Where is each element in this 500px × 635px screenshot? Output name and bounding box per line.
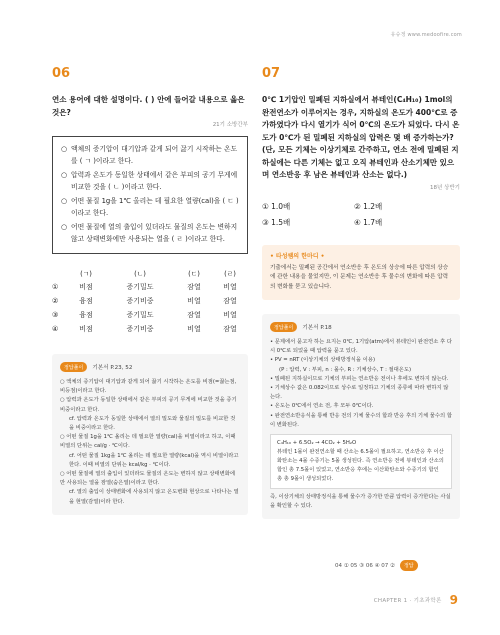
- reaction-explanation: 뷰테인 1몰이 완전연소할 때 산소는 6.5몰이 필요하고, 연소반응 후 이산화탄소는 4몰 수증기는 5몰 생성된다. 즉 연소반응 전에 뷰테인과 산소의 합인 총 7.5몰이 있었고, 연소반응 후에는 이산화탄소와 수증기의 합인 총 총 9몰이 생성되었다.: [277, 449, 444, 483]
- question-07-choices: [262, 199, 460, 231]
- solution-line: ○ 압력과 온도가 동일한 상태에서 같은 부피의 공기 무게에 비교한 것을 증기비중이라고 한다.: [60, 397, 237, 413]
- solution-line: ○ 어떤 물질 1g을 1℃ 올리는 데 필요한 열량(cal)을 비열이라고 하고, 이때 비열의 단위는 cal/g · ℃이다.: [60, 434, 236, 450]
- question-06-source: 21기 소방간부: [212, 122, 248, 128]
- question-07-number: 07: [262, 66, 281, 81]
- teacher-note-text: 기출에서는 밀폐된 공간에서 연소반응 후 온도의 상승에 따른 압력의 상승에 관한 내용을 물었지만, 이 문제는 연소반응 후 물수의 변화에 따른 압력의 변화를 묻고 있습니다.: [270, 264, 449, 290]
- solution-line: ○ 어떤 물질에 열의 출입이 있더라도 물질의 온도는 변하지 않고 상태변화에만 사용되는 열을 잠열(숨은열)이라고 한다.: [60, 471, 235, 487]
- solution-line: • 문제에서 묻고자 하는 요지는 0℃, 1기압(atm)에서 뷰테인이 완전연소 후 다시 0℃로 되었을 때 압력을 묻고 있다.: [270, 339, 452, 355]
- answer-items: 04 ① 05 ③ 06 ④ 07 ②: [335, 562, 395, 569]
- reaction-equation-box: [270, 434, 452, 489]
- solution-line: • 온도는 0℃에서 연소 전, 후 모두 0℃이다.: [270, 403, 374, 410]
- question-06-number: 06: [52, 66, 71, 81]
- question-06-stem-text: 연소 용어에 대한 설명이다. ( ) 안에 들어갈 내용으로 옳은 것은?: [52, 95, 245, 117]
- choice-row[interactable]: ④ 비점 증기비중 비열 잠열: [52, 325, 237, 333]
- answer-bar: [335, 560, 418, 571]
- site-url: 유슈정 www.medoofire.com: [390, 32, 462, 38]
- choice-row[interactable]: ③ 융점 증기밀도 잠열 비열: [52, 311, 237, 319]
- solution-reference: 기본서 P.18: [302, 325, 332, 331]
- question-06-column: [52, 66, 248, 515]
- solution-line: ○ 액체의 증기압이 대기압과 같게 되어 끓기 시작하는 온도를 비점(=끓는점, 비등점)이라고 한다.: [60, 379, 237, 395]
- solution-line: (P : 압력, V : 부피, n : 몰수, R : 기체상수, T : 절대온도): [279, 366, 412, 373]
- choice-table-header: (ㄱ) (ㄴ) (ㄷ) (ㄹ): [80, 270, 236, 278]
- statement-item: ○ 액체의 증기압이 대기압과 같게 되어 끓기 시작하는 온도를 ( ㄱ )이라고 한다.: [61, 145, 238, 165]
- solution-line: • 기체상수 값은 0.082이므로 상수로 일정하고 기체의 종류에 따라 변하지 않는다.: [270, 385, 449, 401]
- solution-tag: 정답풀이: [60, 362, 87, 372]
- solution-tag: 정답풀이: [270, 322, 297, 332]
- question-07-column: [262, 66, 460, 519]
- solution-line: cf. 압력과 온도가 동일한 상태에서 열의 밀도와 물질의 밀도를 비교한 것을 비중이라고 한다.: [69, 415, 236, 432]
- choice-row[interactable]: ① 비점 증기밀도 잠열 비열: [52, 283, 237, 291]
- solution-line: • 완전연소반응식을 통해 반응 전의 기체 물수의 합과 반응 후의 기체 물수의 합이 변화된다.: [270, 412, 452, 428]
- choice-option[interactable]: ③ 1.5배: [262, 218, 291, 227]
- page-footer: [374, 593, 458, 607]
- choice-option[interactable]: ① 1.0배: [262, 202, 291, 211]
- question-07-stem: 0℃ 1기압인 밀폐된 지하실에서 뷰테인(C₄H₁₀) 1mol의 완전연소가 이루어지는 경우, 지하실의 온도가 400℃로 증가하였다가 다시 열기가 식어 0℃의 온도가 되었다. 다시 온도가 0℃가 된 밀폐된 지하실의 압력은 몇 배 증가하는가? (단, 모든 기체는 이상기체로 간주하고, 연소 전에 밀폐된 지하실에는 다른 기체는 없고 오직 뷰테인과 산소기체만 있으며 연소반응 후 남은 뷰테인과 산소는 없다.): [262, 95, 460, 179]
- question-06-statement-box: [52, 136, 248, 254]
- question-06-choice-table: [52, 266, 248, 336]
- page-number: 9: [449, 593, 458, 607]
- answer-label: 정답: [400, 560, 418, 571]
- choice-option[interactable]: ② 1.2배: [354, 202, 383, 211]
- question-07-source: 18년 상반기: [430, 184, 460, 191]
- choice-row[interactable]: ② 융점 증기비중 비열 잠열: [52, 297, 237, 305]
- statement-item: ○ 어떤 물질 1g을 1℃ 올리는 데 필요한 열량(cal)을 ( ㄷ ) 이라고 한다.: [61, 197, 239, 217]
- question-06-solution: [52, 354, 248, 515]
- solution-reference: 기본서 P.23, 52: [92, 365, 133, 371]
- teacher-note-title: • 타성쌤의 한마디 •: [270, 252, 325, 260]
- solution-line: cf. 어떤 물질 1kg을 1℃ 올리는 데 필요한 열량(kcal)을 역시 비열이라고 한다. 이때 비열의 단위는 kcal/kg · ℃이다.: [69, 452, 239, 468]
- solution-line: cf. 열의 출입이 상태변화에 사용되지 않고 온도변화 현상으로 나타나는 열을 현열(감열)이라 한다.: [69, 489, 239, 505]
- statement-item: ○ 어떤 물질에 열의 출입이 있더라도 물질의 온도는 변하지 않고 상태변화에만 사용되는 열을 ( ㄹ )이라고 한다.: [61, 223, 238, 243]
- footer-chapter: CHAPTER 1 · 기초과학론: [373, 598, 442, 604]
- solution-line: • 밀폐된 지하실이므로 기체의 부피는 연소반응 전이나 후에도 변하지 않는다.: [270, 375, 449, 382]
- reaction-equation: C₄H₁₀ + 6.5O₂ → 4CO₂ + 5H₂O: [277, 440, 357, 447]
- solution-line: • PV = nRT (이상기체의 상태방정식을 이용): [270, 357, 376, 364]
- question-06-stem: [52, 94, 248, 119]
- statement-item: ○ 압력과 온도가 동일한 상태에서 같은 부피의 공기 무게에 비교한 것을 ( ㄴ )이라고 한다.: [61, 171, 238, 191]
- question-07-solution: [262, 314, 460, 519]
- solution-conclusion: 즉, 이상기체의 상태방정식을 통해 물수가 증가한 만큼 압력이 증가한다는 사실을 확인할 수 있다.: [270, 494, 451, 510]
- teacher-note: [262, 245, 460, 301]
- choice-option[interactable]: ④ 1.7배: [354, 218, 383, 227]
